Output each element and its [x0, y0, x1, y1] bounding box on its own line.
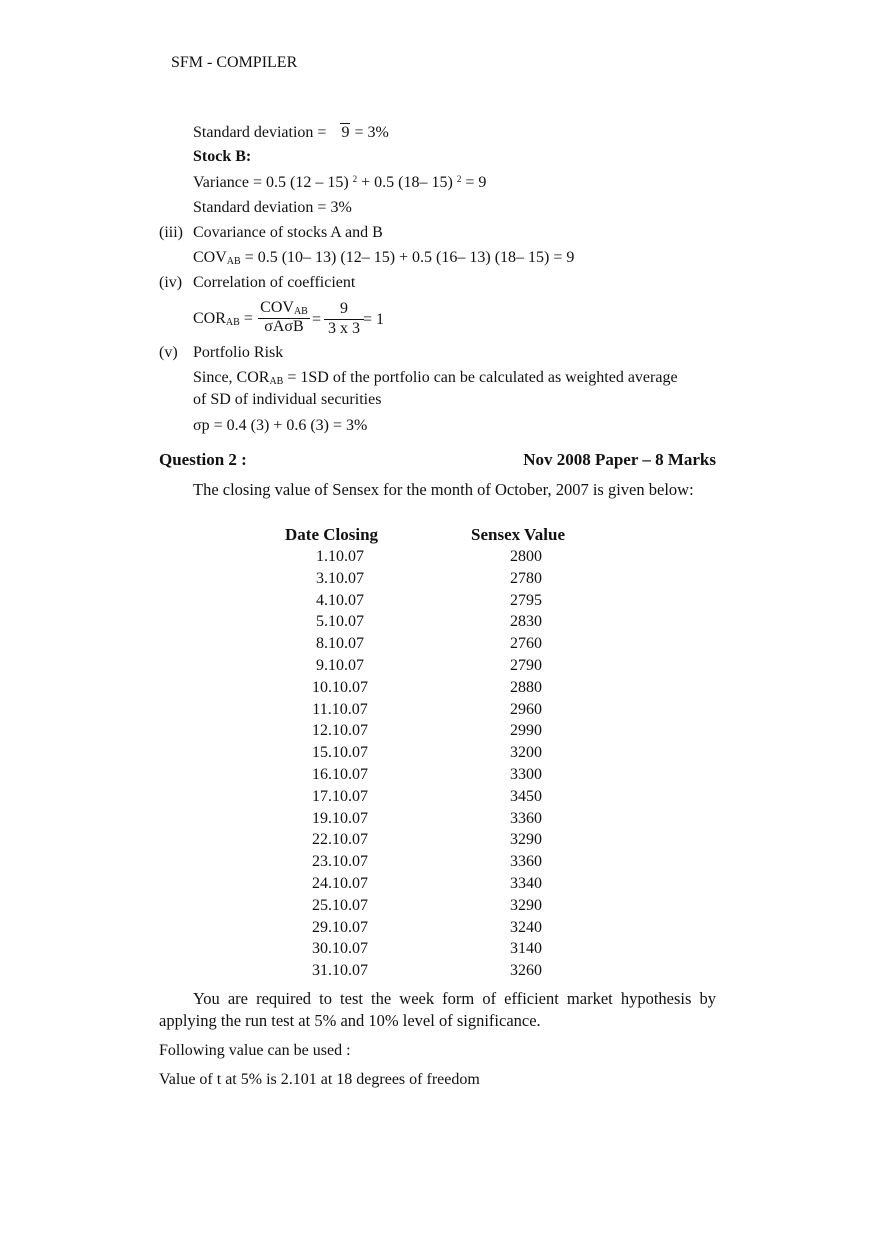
question-source: Nov 2008 Paper – 8 Marks: [523, 450, 716, 469]
page-header: SFM - COMPILER: [171, 54, 298, 71]
table-header-date: Date Closing: [285, 525, 379, 544]
table-cell-value: 2960: [510, 701, 542, 718]
item-iii-label: Covariance of stocks A and B: [193, 224, 383, 241]
numerator-subscript: AB: [293, 306, 308, 317]
stock-a-sd-line: [193, 123, 389, 142]
stock-b-variance: [193, 174, 486, 192]
requirement-paragraph: You are required to test the week form of efficient market hypothesis by applying the run test at 5% and 10% level of significance.: [159, 989, 716, 1030]
table-cell-date: 25.10.07: [312, 897, 368, 914]
cor-result: = 1: [363, 311, 385, 328]
item-iv-label: Correlation of coefficient: [193, 274, 356, 291]
table-cell-date: 5.10.07: [316, 613, 364, 630]
variance-part-3: = 9: [465, 174, 487, 191]
table-cell-date: 9.10.07: [316, 657, 364, 674]
cor-lhs: [193, 310, 253, 328]
since-line-2: of SD of individual securities: [193, 391, 382, 408]
cov-symbol: COV: [193, 249, 227, 266]
stock-b-sd: Standard deviation = 3%: [193, 199, 352, 216]
table-cell-value: 3360: [510, 853, 542, 870]
table-cell-date: 4.10.07: [316, 592, 364, 609]
variance-part-2: + 0.5 (18– 15): [361, 174, 453, 191]
table-cell-value: 3450: [510, 788, 542, 805]
numerator-cov: COV: [260, 299, 294, 316]
fraction-denominator: σAσB: [264, 318, 304, 335]
table-cell-value: 3240: [510, 919, 542, 936]
table-cell-value: 2880: [510, 679, 542, 696]
table-cell-value: 2780: [510, 570, 542, 587]
table-cell-value: 2790: [510, 657, 542, 674]
table-cell-value: 2830: [510, 613, 542, 630]
variance-exponent-2: 2: [456, 174, 462, 184]
variance-exponent-1: 2: [352, 174, 358, 184]
cov-expression: = 0.5 (10– 13) (12– 15) + 0.5 (16– 13) (18– 15) = 9: [244, 249, 575, 266]
table-cell-value: 3290: [510, 897, 542, 914]
table-cell-value: 2990: [510, 722, 542, 739]
table-cell-date: 16.10.07: [312, 766, 368, 783]
sqrt-radicand: 9: [341, 124, 350, 141]
cor-subscript: AB: [225, 317, 240, 328]
table-header-value: Sensex Value: [471, 525, 565, 544]
item-v-number: (v): [159, 344, 178, 361]
since-line: [193, 369, 678, 387]
since-rest: = 1SD of the portfolio can be calculated as weighted average: [287, 369, 678, 386]
since-prefix: Since, COR: [193, 369, 270, 386]
item-iii-number: (iii): [159, 224, 183, 241]
fraction2-numerator: 9: [340, 300, 348, 317]
variance-part-1: Variance = 0.5 (12 – 15): [193, 174, 349, 191]
table-cell-value: 3140: [510, 940, 542, 957]
table-cell-date: 15.10.07: [312, 744, 368, 761]
table-cell-date: 12.10.07: [312, 722, 368, 739]
table-cell-value: 2800: [510, 548, 542, 565]
question-label: Question 2 :: [159, 450, 247, 469]
table-cell-date: 23.10.07: [312, 853, 368, 870]
cov-subscript: AB: [226, 256, 241, 267]
sd-result: = 3%: [354, 124, 389, 141]
cor-symbol: COR: [193, 310, 226, 327]
item-v-label: Portfolio Risk: [193, 344, 284, 361]
table-cell-date: 19.10.07: [312, 810, 368, 827]
table-cell-value: 3340: [510, 875, 542, 892]
cor-equals-2: =: [312, 311, 322, 328]
table-cell-value: 3200: [510, 744, 542, 761]
table-cell-date: 30.10.07: [312, 940, 368, 957]
table-cell-date: 31.10.07: [312, 962, 368, 979]
table-cell-value: 3260: [510, 962, 542, 979]
table-cell-date: 17.10.07: [312, 788, 368, 805]
fraction2-denominator: 3 x 3: [328, 320, 360, 337]
t-value-text: Value of t at 5% is 2.101 at 18 degrees of freedom: [159, 1071, 480, 1088]
following-text: Following value can be used :: [159, 1042, 351, 1059]
table-cell-date: 29.10.07: [312, 919, 368, 936]
table-cell-date: 1.10.07: [316, 548, 364, 565]
question-intro: The closing value of Sensex for the month of October, 2007 is given below:: [193, 480, 694, 499]
table-cell-date: 3.10.07: [316, 570, 364, 587]
item-iv-number: (iv): [159, 274, 183, 291]
table-cell-date: 8.10.07: [316, 635, 364, 652]
cor-equals: =: [243, 310, 253, 327]
table-cell-value: 3290: [510, 831, 542, 848]
table-cell-date: 24.10.07: [312, 875, 368, 892]
since-subscript: AB: [269, 376, 284, 387]
table-cell-date: 22.10.07: [312, 831, 368, 848]
table-cell-date: 11.10.07: [312, 701, 368, 718]
table-cell-value: 3300: [510, 766, 542, 783]
table-cell-value: 2795: [510, 592, 542, 609]
portfolio-sigma: σp = 0.4 (3) + 0.6 (3) = 3%: [193, 417, 368, 434]
table-cell-value: 3360: [510, 810, 542, 827]
table-cell-date: 10.10.07: [312, 679, 368, 696]
table-cell-value: 2760: [510, 635, 542, 652]
fraction-numerator: [258, 299, 310, 317]
stock-b-heading: Stock B:: [193, 148, 252, 165]
covariance-formula: [193, 249, 574, 267]
sd-prefix: Standard deviation =: [193, 124, 327, 141]
